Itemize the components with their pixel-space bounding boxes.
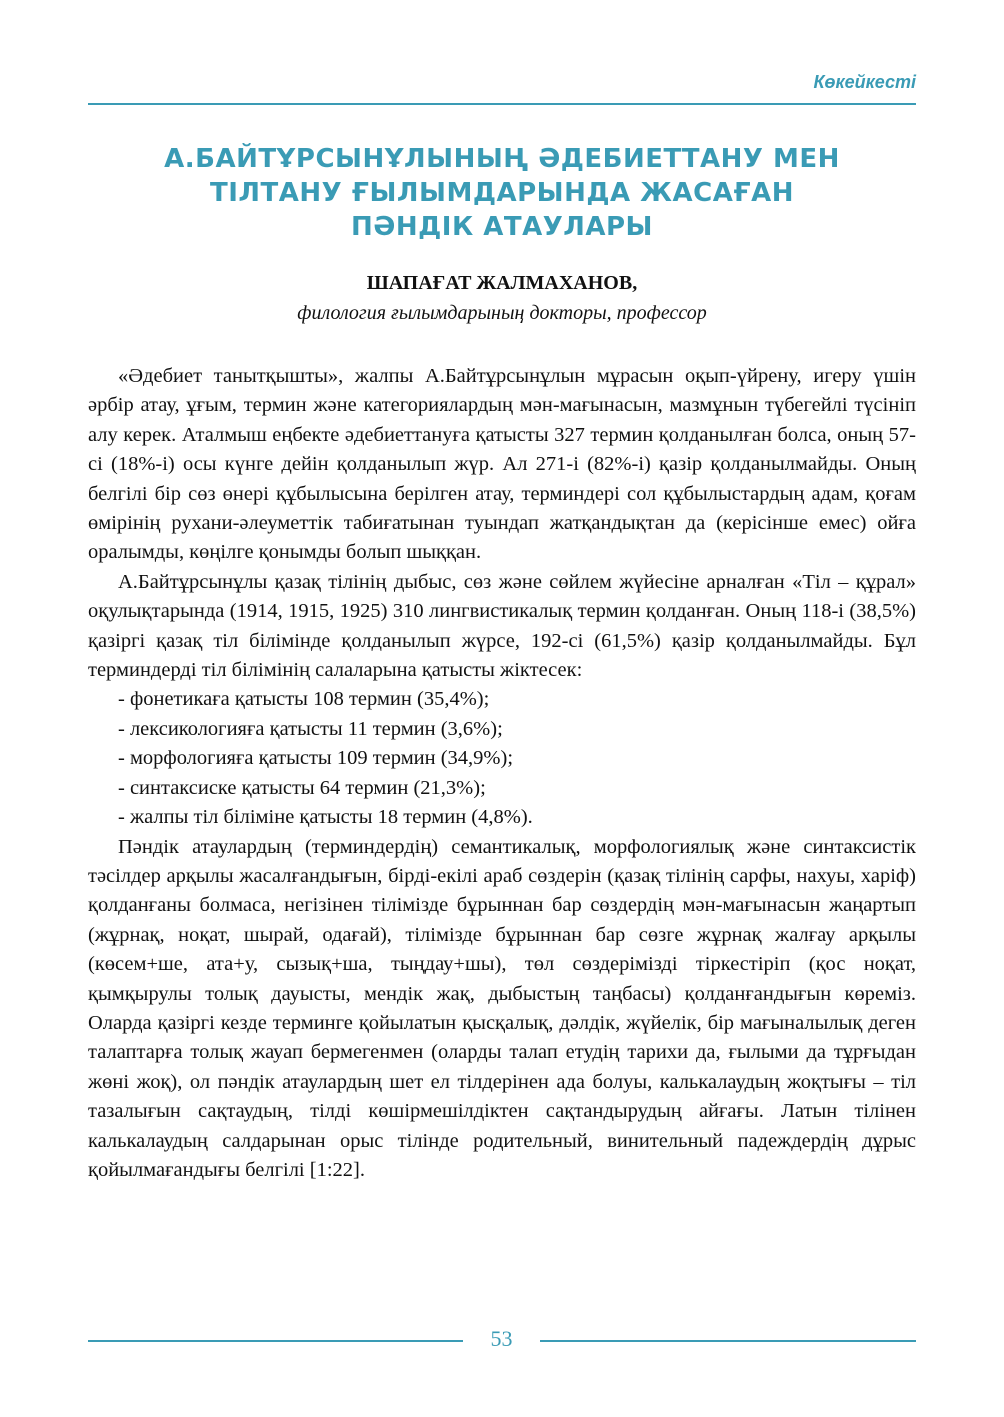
list-item: - морфологияға қатысты 109 термин (34,9%); <box>118 747 514 770</box>
paragraph: Пәндік атаулардың (терминдердің) семантикалық, морфологиялық және синтаксистік тәсілдер арқылы жасалғандығын, бірді-екілі араб сөздерін (қазақ тілінің сарфы, нахуы, харіф) қолданғаны болмаса, негізінен тілімізде бұрыннан бар сөздердің мән-мағынасын жаңартып (жұрнақ, ноқат, шырай, одағай), тілімізде бұрыннан бар сөзге жұрнақ жалғау арқылы (көсем+ше, ата+у, сызық+ша, тыңдау+шы), төл сөздерімізді тіркестіріп (қос ноқат, қымқырулы толық дауысты, мендік жақ, дыбыстың таңбасы) қолданғандығын көреміз. Оларда қазіргі кезде терминге қойылатын қысқалық, дәлдік, жүйелік, бір мағыналылық деген талаптарға толық жауап бермегенмен (оларды талап етудің тарихи да, ғылыми да тұрғыдан жөні жоқ), ол пәндік атаулардың шет ел тілдерінен ада болуы, калькалаудың жоқтығы – тіл тазалығын сақтаудың, тілді көшірмешілдіктен сақтандырудың айғағы. Латын тілінен калькалаудың салдарынан орыс тілінде родительный, винительный падеждердің дұрыс қойылмағандығы белгілі [1:22]. <box>88 835 916 1181</box>
paragraph: «Әдебиет танытқышты», жалпы А.Байтұрсынұлын мұрасын оқып-үйрену, игеру үшін әрбір атау, ұғым, термин және категориялардың мән-мағынасын, мазмұнын түбегейлі түсініп алу керек. Аталмыш еңбекте әдебиеттануға қатысты 327 термин қолданылған болса, оның 57-сі (18%-і) осы күнге дейін қолданылып жүр. Ал 271-і (82%-і) қазір қолданылмайды. Оның белгілі бір сөз өнері құбылысына берілген атау, терминдері сол құбылыстардың адам, қоғам өмірінің рухани-әлеуметтік табиғатынан туындап жатқандықтан да (керісінше емес) ойға оралымды, көңілге қонымды болып шыққан. <box>88 365 916 564</box>
page-number: 53 <box>490 1326 513 1351</box>
title-line: ПӘНДІК АТАУЛАРЫ <box>351 212 653 242</box>
article-body <box>88 362 916 1185</box>
list-item: - синтаксиске қатысты 64 термин (21,3%); <box>118 776 486 799</box>
running-head: Көкейкесті <box>813 72 916 92</box>
article-title <box>88 142 916 244</box>
footer-rule-right <box>540 1340 916 1342</box>
author-name: ШАПАҒАТ ЖАЛМАХАНОВ, <box>366 272 638 294</box>
author-affiliation: филология ғылымдарының докторы, профессор <box>297 302 707 324</box>
list-item: - лексикологияға қатысты 11 термин (3,6%); <box>118 717 503 740</box>
paragraph: А.Байтұрсынұлы қазақ тілінің дыбыс, сөз және сөйлем жүйесіне арналған «Тіл – құрал» оқулықтарында (1914, 1915, 1925) 310 лингвистикалық термин қолданған. Оның 118-і (38,5%) қазіргі қазақ тіл білімінде қолданылып жүрсе, 192-сі (61,5%) қазір қолданылмайды. Бұл терминдерді тіл білімінің салаларына қатысты жіктесек: <box>88 570 916 682</box>
list-item: - жалпы тіл біліміне қатысты 18 термин (4,8%). <box>118 806 533 829</box>
title-line: ТІЛТАНУ ҒЫЛЫМДАРЫНДА ЖАСАҒАН <box>209 178 795 208</box>
list-item: - фонетикаға қатысты 108 термин (35,4%); <box>118 688 490 711</box>
footer-rule-left <box>88 1340 463 1342</box>
title-line: А.БАЙТҰРСЫНҰЛЫНЫҢ ӘДЕБИЕТТАНУ МЕН <box>164 144 840 174</box>
header-rule <box>88 103 916 105</box>
